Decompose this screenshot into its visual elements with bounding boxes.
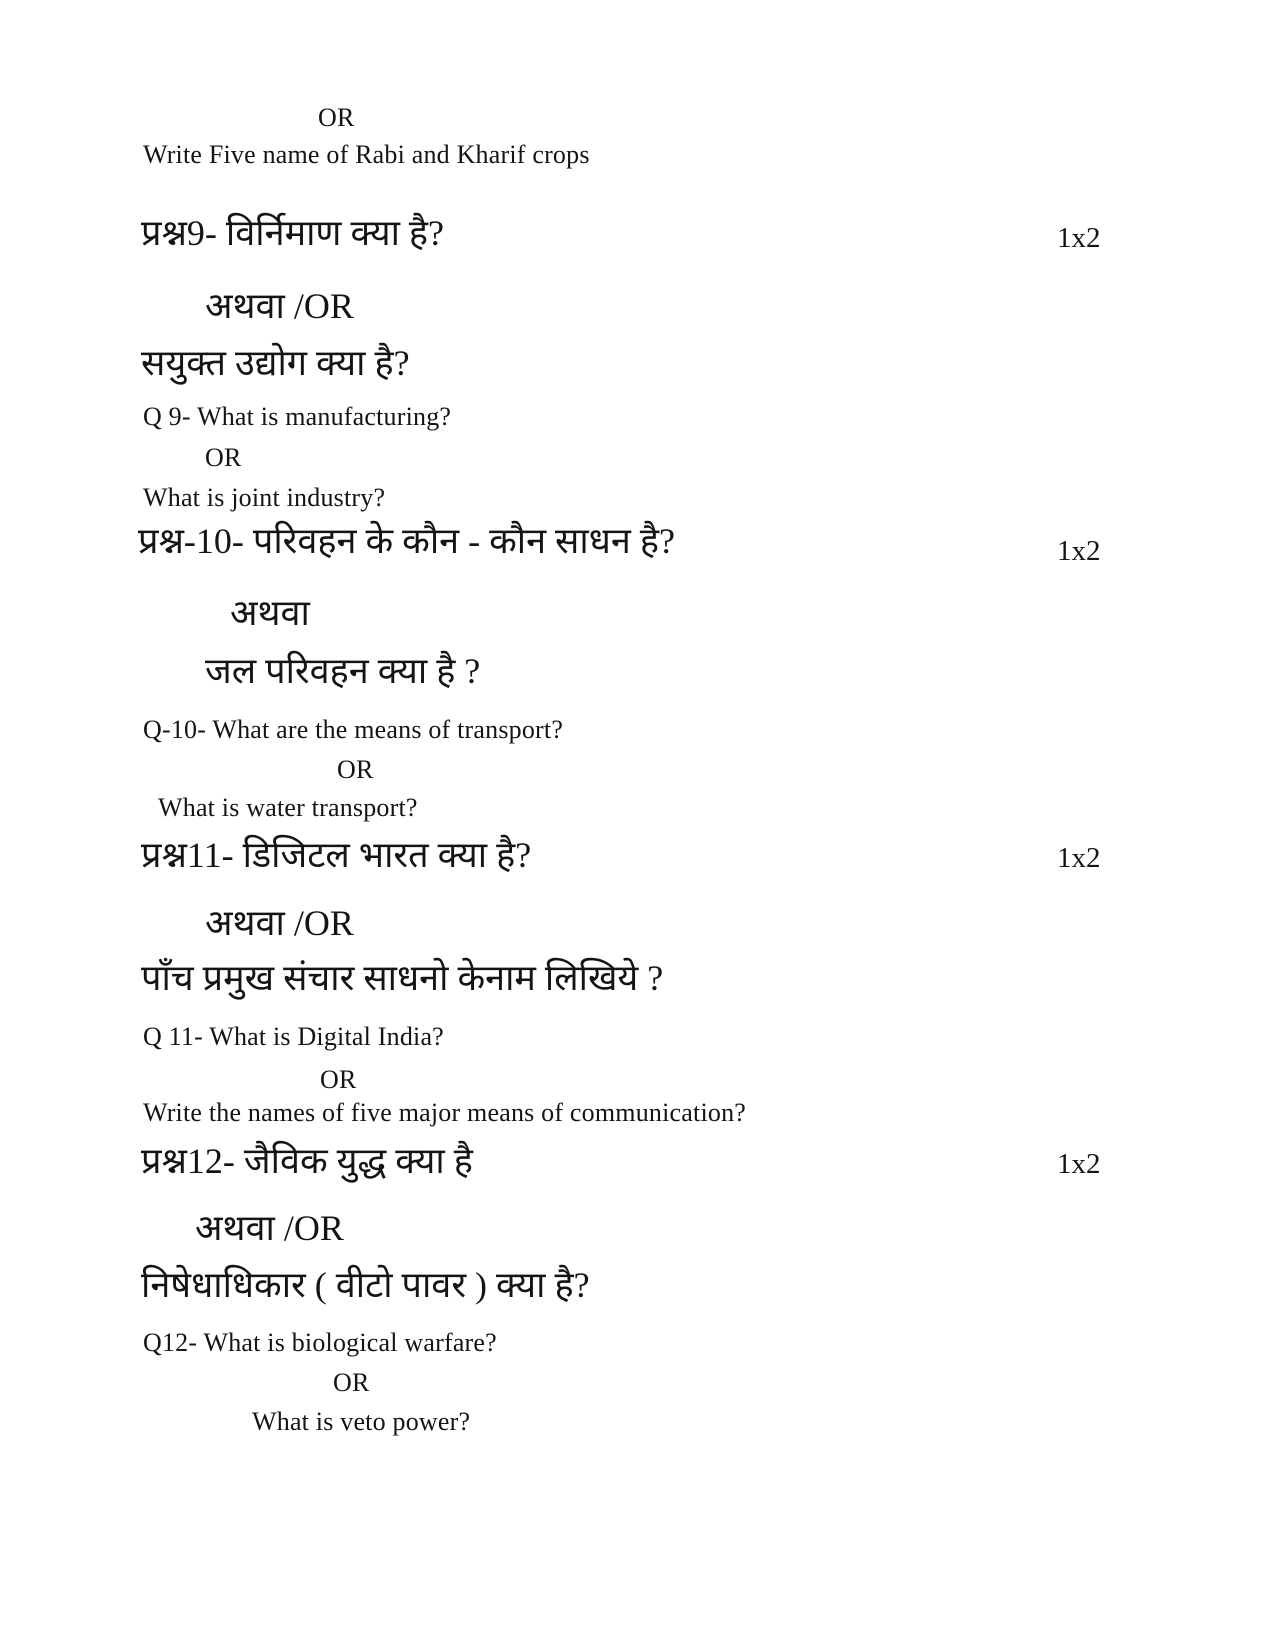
question-alt-english-q8: Write Five name of Rabi and Kharif crops — [143, 140, 590, 169]
or-separator-q12-english: OR — [333, 1368, 370, 1397]
question-english-q9: Q 9- What is manufacturing? — [143, 402, 452, 431]
or-separator-q11: अथवा /OR — [205, 903, 354, 943]
or-separator-q10: अथवा — [230, 593, 310, 633]
question-english-q10: Q-10- What are the means of transport? — [143, 715, 564, 744]
question-english-q12: Q12- What is biological warfare? — [143, 1328, 497, 1357]
question-english-q11: Q 11- What is Digital India? — [143, 1022, 444, 1051]
question-alt-hindi-q12: निषेधाधिकार ( वीटो पावर ) क्या है? — [141, 1265, 590, 1305]
marks-q11: 1x2 — [1057, 842, 1101, 874]
or-separator: OR — [318, 103, 355, 132]
question-hindi-q11: प्रश्न11- डिजिटल भारत क्या है? — [141, 835, 532, 875]
or-separator-q9-english: OR — [205, 443, 242, 472]
marks-q9: 1x2 — [1057, 222, 1101, 254]
question-hindi-q9: प्रश्न9- विर्निमाण क्या है? — [141, 213, 445, 253]
or-separator-q10-english: OR — [337, 755, 374, 784]
question-hindi-q12: प्रश्न12- जैविक युद्ध क्या है — [141, 1141, 473, 1181]
question-alt-hindi-q9: सयुक्त उद्योग क्या है? — [141, 343, 410, 383]
or-separator-q11-english: OR — [320, 1065, 357, 1094]
question-alt-hindi-q11: पाँच प्रमुख संचार साधनो केनाम लिखिये ? — [141, 958, 664, 998]
or-separator-q12: अथवा /OR — [195, 1208, 344, 1248]
marks-q10: 1x2 — [1057, 535, 1101, 567]
or-separator-q9: अथवा /OR — [205, 286, 354, 326]
question-hindi-q10: प्रश्न-10- परिवहन के कौन - कौन साधन है? — [138, 521, 675, 561]
question-alt-english-q9: What is joint industry? — [143, 483, 386, 512]
marks-q12: 1x2 — [1057, 1148, 1101, 1180]
question-alt-english-q10: What is water transport? — [158, 793, 418, 822]
question-alt-english-q11: Write the names of five major means of communication? — [143, 1098, 747, 1127]
question-alt-hindi-q10: जल परिवहन क्या है ? — [205, 651, 481, 691]
question-alt-english-q12: What is veto power? — [252, 1407, 471, 1436]
